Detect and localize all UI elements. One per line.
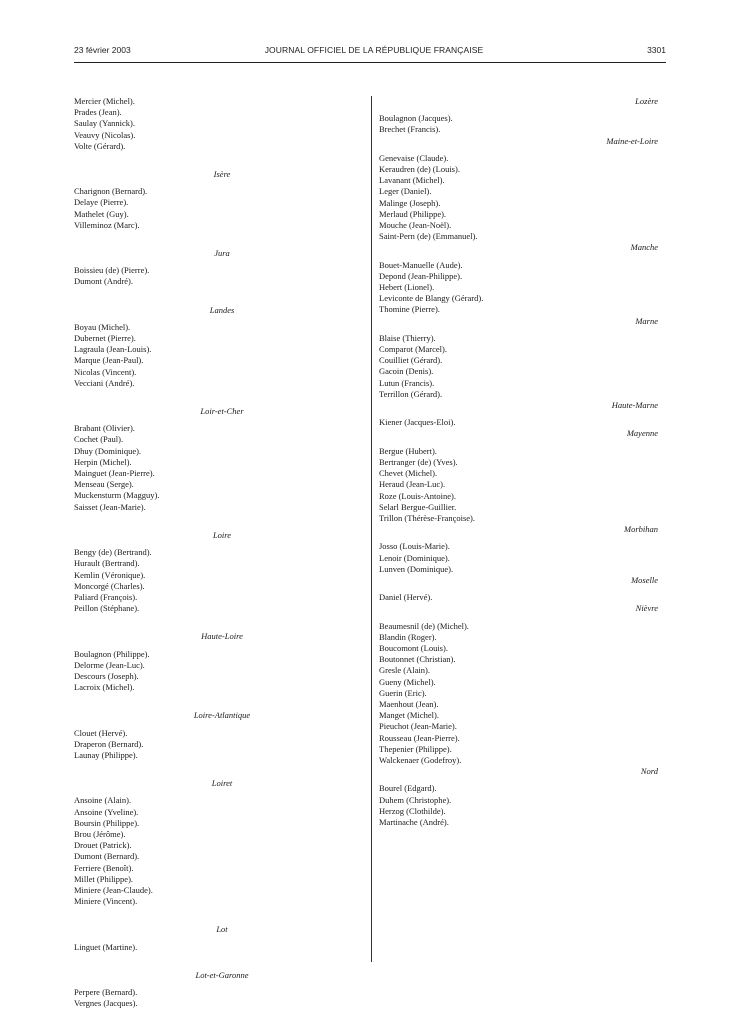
name-entry: Descours (Joseph). [74, 670, 139, 681]
name-entry: Blandin (Roger). [379, 631, 437, 642]
name-entry: Duhem (Christophe). [379, 794, 452, 805]
journal-title: JOURNAL OFFICIEL DE LA RÉPUBLIQUE FRANÇAISE [264, 45, 484, 55]
name-entry: Drouet (Patrick). [74, 840, 132, 851]
name-entry: Depond (Jean-Philippe). [379, 270, 463, 281]
name-entry: Hebert (Lionel). [379, 282, 435, 293]
name-entry: Thepenier (Philippe). [379, 743, 452, 754]
department-heading: Nièvre [635, 603, 658, 614]
name-entry: Brou (Jérôme). [74, 828, 126, 839]
name-entry: Rousseau (Jean-Pierre). [379, 732, 460, 743]
name-entry: Dubernet (Pierre). [74, 333, 136, 344]
department-heading: Moselle [631, 574, 658, 585]
department-section [379, 316, 666, 400]
name-entry: Thomine (Pierre). [379, 304, 440, 315]
name-entry: Draperon (Bernard). [74, 738, 144, 749]
name-entry: Kemlin (Véronique). [74, 569, 146, 580]
name-entry: Linguet (Martine). [74, 941, 138, 952]
name-entry: Menseau (Serge). [74, 479, 134, 490]
name-entry: Lacroix (Michel). [74, 682, 135, 693]
name-entry: Veauvy (Nicolas). [74, 129, 136, 140]
name-entry: Saint-Pern (de) (Emmanuel). [379, 231, 478, 242]
name-entry: Selarl Bergue-Guillier. [379, 501, 457, 512]
department-section [74, 778, 360, 907]
name-entry: Dumont (Bernard). [74, 851, 140, 862]
name-entry: Ansoine (Alain). [74, 795, 132, 806]
name-entry: Clouet (Hervé). [74, 727, 128, 738]
name-entry: Villeminoz (Marc). [74, 219, 140, 230]
name-entry: Millet (Philippe). [74, 873, 134, 884]
name-entry: Lunven (Dominique). [379, 563, 454, 574]
name-entry: Delorme (Jean-Luc). [74, 659, 145, 670]
department-section [379, 766, 666, 828]
name-entry: Perpere (Bernard). [74, 986, 138, 997]
name-entry: Brechet (Francis). [379, 124, 441, 135]
name-entry: Josso (Louis-Marie). [379, 541, 450, 552]
name-entry: Leger (Daniel). [379, 186, 432, 197]
department-section [379, 428, 666, 524]
column-divider [371, 96, 372, 962]
name-entry: Lenoir (Dominique). [379, 552, 450, 563]
department-heading: Isère [213, 169, 231, 180]
name-entry: Boyau (Michel). [74, 321, 131, 332]
name-entry: Boucomont (Louis). [379, 642, 448, 653]
department-section [379, 524, 666, 575]
department-heading: Manche [630, 242, 658, 253]
name-entry: Cochet (Paul). [74, 434, 124, 445]
name-entry: Chevet (Michel). [379, 468, 438, 479]
name-entry: Miniere (Jean-Claude). [74, 884, 153, 895]
name-entry: Roze (Louis-Antoine). [379, 490, 456, 501]
name-entry: Keraudren (de) (Louis). [379, 164, 460, 175]
department-heading: Loir-et-Cher [200, 406, 244, 417]
name-entry: Malinge (Joseph). [379, 197, 441, 208]
name-entry: Volte (Gérard). [74, 140, 126, 151]
name-entry: Saisset (Jean-Marie). [74, 501, 146, 512]
name-entry: Boissieu (de) (Pierre). [74, 265, 150, 276]
department-heading: Maine-et-Loire [606, 135, 658, 146]
name-entry: Mathelet (Guy). [74, 208, 129, 219]
left-column [74, 96, 360, 1009]
department-section [379, 96, 666, 136]
name-entry: Genevaise (Claude). [379, 152, 449, 163]
department-section [74, 924, 360, 952]
department-section [379, 242, 666, 315]
department-section [74, 406, 360, 513]
name-entry: Comparot (Marcel). [379, 344, 447, 355]
name-entry: Paliard (François). [74, 591, 138, 602]
name-entry: Bouet-Manuelle (Aude). [379, 259, 463, 270]
department-heading: Loire-Atlantique [193, 710, 251, 721]
name-entry: Nicolas (Vincent). [74, 366, 137, 377]
department-heading: Loire [212, 529, 232, 540]
right-column [379, 96, 666, 828]
name-entry: Moncorgé (Charles). [74, 580, 145, 591]
name-entry: Manget (Michel). [379, 710, 439, 721]
department-section [379, 575, 666, 603]
name-entry: Saulay (Yannick). [74, 118, 135, 129]
name-entry: Mercier (Michel). [74, 96, 135, 106]
name-entry: Launay (Philippe). [74, 749, 138, 760]
name-entry: Lutun (Francis). [379, 377, 435, 388]
department-heading: Loiret [211, 778, 233, 789]
name-entry: Lavanant (Michel). [379, 175, 445, 186]
header-rule [74, 62, 666, 63]
name-entry: Ferriere (Benoît). [74, 862, 134, 873]
name-entry: Walckenaer (Godefroy). [379, 754, 462, 765]
name-entry: Gueny (Michel). [379, 676, 436, 687]
name-entry: Vergnes (Jacques). [74, 998, 138, 1009]
name-entry: Charignon (Bernard). [74, 186, 148, 197]
name-entry: Miniere (Vincent). [74, 896, 138, 907]
name-entry: Dumont (André). [74, 276, 134, 287]
name-entry: Boutonnet (Christian). [379, 654, 456, 665]
department-heading: Mayenne [626, 428, 658, 439]
department-section [74, 530, 360, 614]
department-heading: Marne [635, 315, 658, 326]
name-entry: Marque (Jean-Paul). [74, 355, 144, 366]
name-entry: Vecciani (André). [74, 377, 135, 388]
department-section [379, 400, 666, 428]
department-heading: Nord [640, 766, 658, 777]
name-entry: Terrillon (Gérard). [379, 388, 443, 399]
name-entry: Gresle (Alain). [379, 665, 430, 676]
page-number: 3301 [647, 45, 666, 55]
department-section [379, 136, 666, 243]
name-entry: Beaumesnil (de) (Michel). [379, 620, 469, 631]
department-section [74, 631, 360, 693]
department-section [379, 603, 666, 766]
name-entry: Boursin (Philippe). [74, 817, 140, 828]
department-section [74, 305, 360, 389]
name-entry: Brabant (Olivier). [74, 423, 135, 434]
department-heading: Haute-Loire [201, 631, 243, 642]
name-entry: Dhuy (Dominique). [74, 445, 142, 456]
name-entry: Bergue (Hubert). [379, 445, 437, 456]
name-entry: Heraud (Jean-Luc). [379, 479, 446, 490]
department-section [74, 169, 360, 231]
department-heading: Lot-et-Garonne [195, 969, 249, 980]
name-entry: Muckensturm (Magguy). [74, 490, 160, 501]
department-section [74, 248, 360, 288]
name-entry: Herpin (Michel). [74, 456, 132, 467]
name-entry: Mainguet (Jean-Pierre). [74, 468, 155, 479]
name-entry: Gacoin (Denis). [379, 366, 434, 377]
department-section [74, 970, 360, 1009]
name-entry: Trillon (Thérèse-Françoise). [379, 512, 475, 523]
department-heading: Haute-Marne [611, 400, 658, 411]
department-heading: Jura [214, 248, 230, 259]
name-entry: Bengy (de) (Bertrand). [74, 547, 152, 558]
name-entry: Bertranger (de) (Yves). [379, 456, 458, 467]
name-entry: Pieuchot (Jean-Marie). [379, 721, 457, 732]
name-entry: Prades (Jean). [74, 107, 122, 118]
department-heading: Morbihan [624, 524, 658, 535]
name-entry: Couilliet (Gérard). [379, 355, 443, 366]
header-date: 23 février 2003 [74, 45, 131, 55]
department-section [74, 96, 360, 152]
name-entry: Bourel (Edgard). [379, 783, 437, 794]
department-heading: Lozère [635, 96, 658, 106]
name-entry: Merlaud (Philippe). [379, 208, 447, 219]
name-entry: Martinache (André). [379, 816, 449, 827]
name-entry: Hurault (Bertrand). [74, 558, 140, 569]
name-entry: Boulagnon (Philippe). [74, 648, 150, 659]
department-heading: Landes [209, 304, 235, 315]
name-entry: Guerin (Eric). [379, 687, 427, 698]
department-section [74, 710, 360, 761]
name-entry: Maenhout (Jean). [379, 698, 439, 709]
name-entry: Lagraula (Jean-Louis). [74, 344, 152, 355]
name-entry: Daniel (Hervé). [379, 592, 433, 603]
name-entry: Ansoine (Yveline). [74, 806, 139, 817]
name-entry: Herzog (Clothilde). [379, 805, 446, 816]
name-entry: Mouche (Jean-Noël). [379, 220, 452, 231]
name-entry: Kiener (Jacques-Eloi). [379, 417, 456, 428]
name-entry: Delaye (Pierre). [74, 197, 129, 208]
department-heading: Lot [216, 924, 228, 935]
name-entry: Blaise (Thierry). [379, 332, 436, 343]
name-entry: Peillon (Stéphane). [74, 603, 140, 614]
name-entry: Leviconte de Blangy (Gérard). [379, 293, 484, 304]
name-entry: Boulagnon (Jacques). [379, 113, 453, 124]
